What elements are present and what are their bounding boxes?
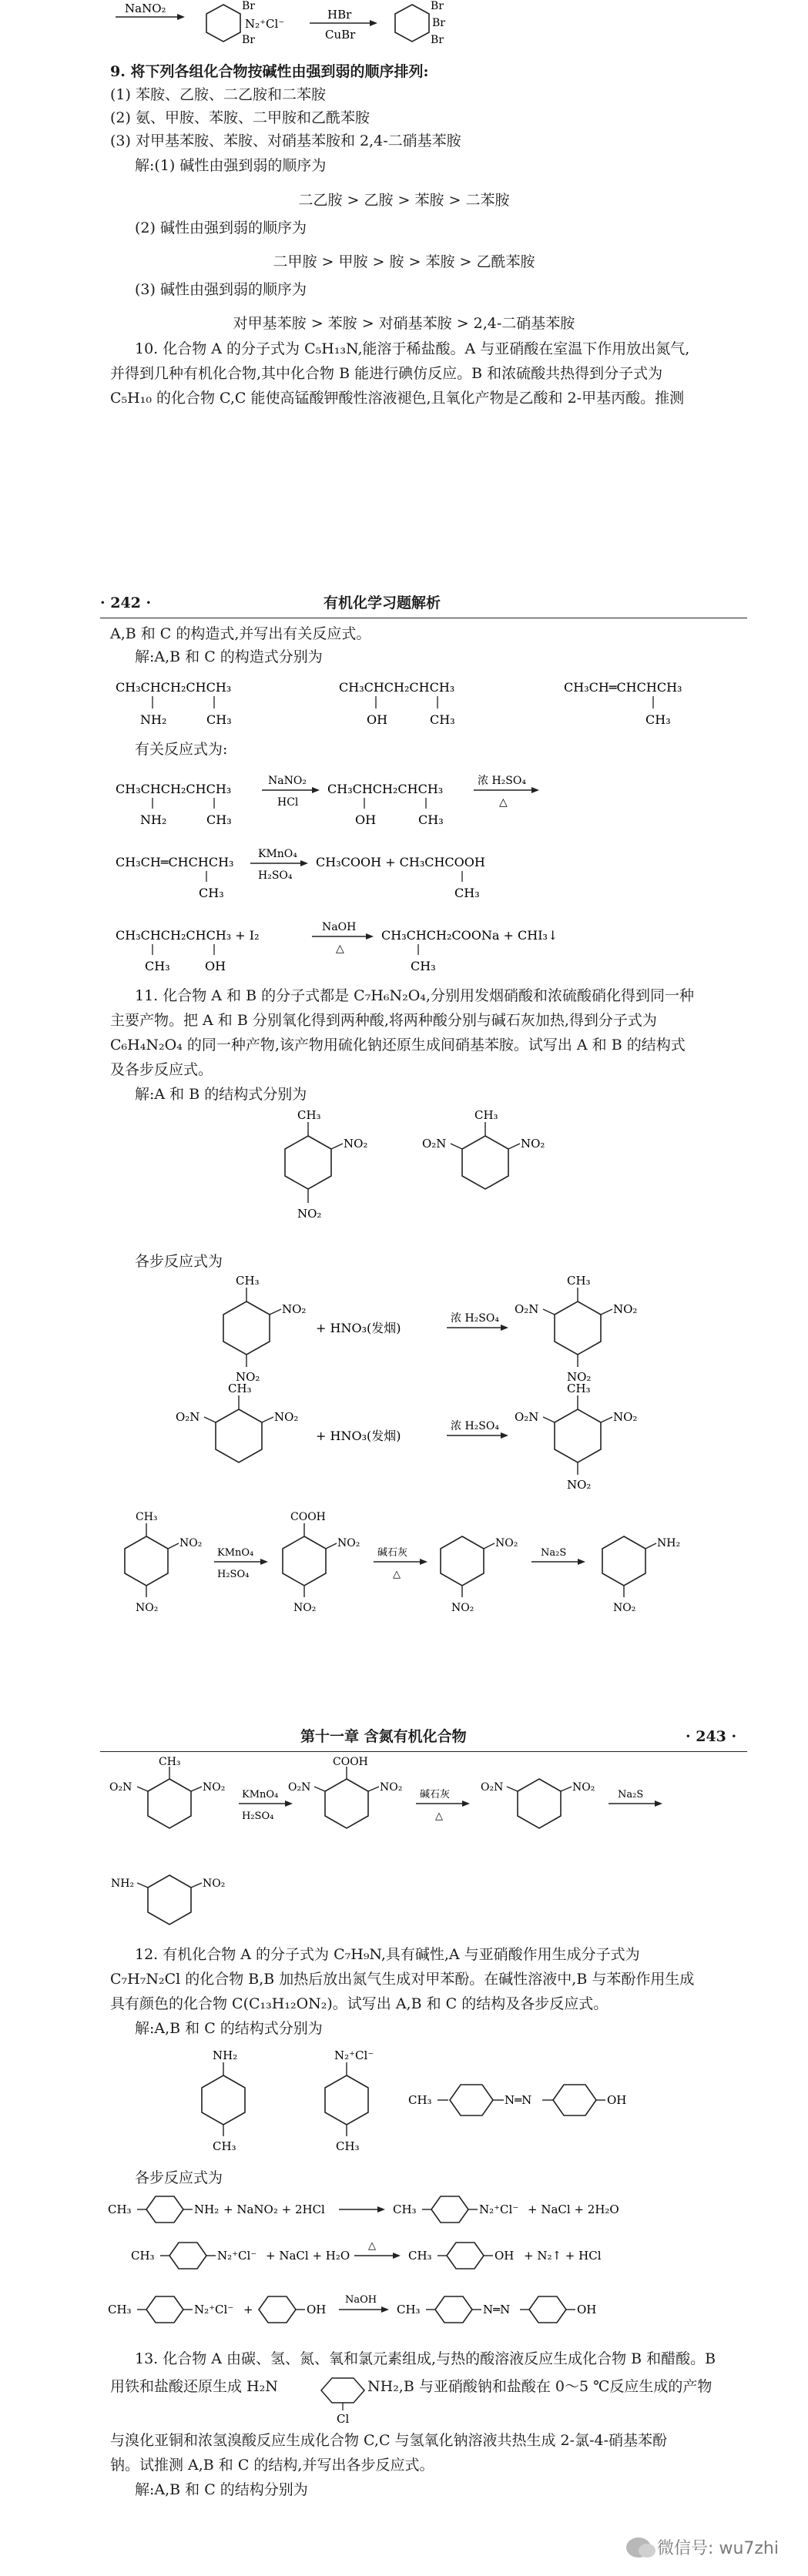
s1p-o2n-l: O₂N bbox=[515, 1302, 539, 1316]
r1-reagent-bot: HCl bbox=[277, 796, 299, 809]
s3c-no2: NO₂ bbox=[495, 1537, 518, 1549]
s3-na2s: Na₂S bbox=[541, 1547, 567, 1559]
q12-b-ch3: CH₃ bbox=[336, 2139, 360, 2153]
q11-line-1: 11. 化合物 A 和 B 的分子式都是 C₇H₆N₂O₄,分别用发烟硝酸和浓硫酸硝化得到同一种 bbox=[135, 987, 694, 1004]
struct-b-oh: OH bbox=[367, 712, 388, 727]
q9-title: 9. 将下列各组化合物按碱性由强到弱的顺序排列: bbox=[110, 63, 429, 80]
q11-line-4: 及各步反应式。 bbox=[110, 1061, 213, 1078]
r2-reagent-top: KMnO₄ bbox=[258, 848, 297, 860]
q11-line-2: 主要产物。把 A 和 B 分别氧化得到两种酸,将两种酸分别与碱石灰加热,得到分子式为 bbox=[110, 1012, 657, 1029]
s3d-no2-b: NO₂ bbox=[613, 1602, 636, 1614]
q11-steps-label: 各步反应式为 bbox=[135, 1253, 223, 1270]
r2-product-ch3: CH₃ bbox=[454, 886, 480, 900]
s2p-o2n: O₂N bbox=[515, 1410, 539, 1424]
q10-reaction-1 bbox=[108, 762, 755, 832]
s3-no2-b: NO₂ bbox=[136, 1602, 159, 1614]
q11-step-2 bbox=[154, 1378, 732, 1494]
s4c-no2: NO₂ bbox=[572, 1781, 595, 1794]
page-242-header bbox=[100, 593, 747, 616]
struct-c-ch3: CH₃ bbox=[645, 712, 671, 727]
s2p-ch3: CH₃ bbox=[567, 1382, 591, 1395]
r3-reactants: CH₃CHCH₂CHCH₃ + I₂ bbox=[116, 928, 260, 943]
q11-step-3 bbox=[100, 1502, 763, 1625]
a-no2-4: NO₂ bbox=[297, 1207, 322, 1221]
s4b-no2: NO₂ bbox=[380, 1781, 403, 1794]
q12-r1p-ch3: CH₃ bbox=[393, 2202, 417, 2216]
q12-r3-oh: OH bbox=[307, 2303, 327, 2316]
watermark bbox=[626, 2535, 779, 2559]
q12-r1-right: + NaCl + 2H₂O bbox=[528, 2202, 619, 2216]
rxn-reagent-cubr: CuBr bbox=[325, 28, 356, 42]
r1-product-ch3: CH₃ bbox=[418, 812, 444, 827]
struct-c-main: CH₃CH═CHCHCH₃ bbox=[564, 680, 682, 695]
page-upper bbox=[0, 0, 808, 585]
a-ch3: CH₃ bbox=[297, 1108, 321, 1122]
q12-r3p-azo: N═N bbox=[483, 2303, 511, 2316]
s3d-nh2: NH₂ bbox=[657, 1537, 681, 1549]
br-label-2: Br bbox=[242, 34, 255, 46]
r3-reagent-top: NaOH bbox=[322, 921, 357, 933]
q13-line-1: 13. 化合物 A 由碳、氢、氮、氧和氯元素组成,与热的酸溶液反应生成化合物 B 和醋酸。B bbox=[135, 2350, 716, 2367]
page-243-chapter: 第十一章 含氮有机化合物 bbox=[300, 1728, 467, 1745]
s4-delta: △ bbox=[435, 1811, 443, 1822]
q12-line-1: 12. 有机化合物 A 的分子式为 C₇H₉N,具有碱性,A 与亚硝酸作用生成分子式为 bbox=[135, 1946, 640, 1963]
q11-structures-ab bbox=[254, 1105, 639, 1244]
br-label-5: Br bbox=[431, 34, 444, 46]
s4d-nh2: NH₂ bbox=[111, 1878, 135, 1890]
r1-product: CH₃CHCH₂CHCH₃ bbox=[327, 782, 444, 796]
s4-o2n: O₂N bbox=[109, 1781, 132, 1794]
q11-step-1 bbox=[193, 1271, 732, 1386]
s1-hno3: + HNO₃(发烟) bbox=[316, 1321, 401, 1335]
s4b-o2n: O₂N bbox=[288, 1781, 311, 1794]
s1-no2-b: NO₂ bbox=[236, 1370, 260, 1384]
q10-reaction-2 bbox=[108, 836, 755, 905]
page-242-title: 有机化学习题解析 bbox=[324, 595, 441, 611]
s3-cooh: COOH bbox=[290, 1511, 326, 1523]
b-ch3: CH₃ bbox=[474, 1108, 498, 1122]
q13-line-4: 钠。试推测 A,B 和 C 的结构,并写出各步反应式。 bbox=[110, 2457, 434, 2474]
r3-products: CH₃CHCH₂COONa + CHI₃↓ bbox=[381, 928, 558, 943]
q10-rxn-label: 有关反应式为: bbox=[135, 741, 228, 758]
q12-r2-n2cl: N₂⁺Cl⁻ bbox=[217, 2249, 257, 2263]
b-o2n-left: O₂N bbox=[422, 1137, 447, 1151]
q12-r2-left: + NaCl + H₂O bbox=[266, 2249, 350, 2263]
q12-r1-ch3: CH₃ bbox=[108, 2202, 132, 2216]
s3-lime: 碱石灰 bbox=[377, 1547, 408, 1559]
s3b-no2: NO₂ bbox=[337, 1537, 360, 1549]
struct-a-ch3: CH₃ bbox=[206, 712, 232, 727]
s4-ch3: CH₃ bbox=[159, 1756, 181, 1768]
q12-c-ch3: CH₃ bbox=[408, 2093, 432, 2107]
s3b-no2-b: NO₂ bbox=[293, 1602, 317, 1614]
rxn-reagent-hbr: HBr bbox=[327, 8, 352, 22]
s4-no2: NO₂ bbox=[203, 1781, 226, 1794]
q12-a-nh2: NH₂ bbox=[213, 2048, 238, 2062]
s3-no2: NO₂ bbox=[179, 1537, 203, 1549]
s4-na2s: Na₂S bbox=[618, 1789, 644, 1801]
r1-reagent-top: NaNO₂ bbox=[268, 775, 307, 787]
q11-line-3: C₆H₄N₂O₄ 的同一种产物,该产物用硫化钠还原生成间硝基苯胺。试写出 A 和 B 的结构式 bbox=[110, 1037, 686, 1054]
s4d-no2: NO₂ bbox=[203, 1878, 226, 1890]
br-label-1: Br bbox=[242, 0, 255, 12]
rxn-reagent-nano2: NaNO₂ bbox=[125, 2, 166, 15]
r1-product-oh: OH bbox=[355, 812, 377, 827]
q12-r2p-oh: OH bbox=[495, 2249, 515, 2263]
s2-o2n: O₂N bbox=[176, 1410, 200, 1424]
s4-h2so4: H₂SO₄ bbox=[242, 1811, 274, 1822]
s3-kmno4: KMnO₄ bbox=[217, 1547, 254, 1559]
page-243 bbox=[0, 1702, 808, 2576]
r3-product-ch3: CH₃ bbox=[411, 959, 436, 973]
page-number-243: · 243 · bbox=[686, 1728, 737, 1745]
diazonium-label: N₂⁺Cl⁻ bbox=[245, 17, 285, 31]
q12-reactions bbox=[108, 2187, 770, 2341]
q9-answer-3-label: (3) 碱性由强到弱的顺序为 bbox=[135, 281, 307, 298]
r3-reactant-oh: OH bbox=[205, 959, 226, 973]
s1p-ch3: CH₃ bbox=[567, 1274, 591, 1288]
r1-reactant: CH₃CHCH₂CHCH₃ bbox=[116, 782, 232, 796]
q12-r1-left: + NaNO₂ + 2HCl bbox=[223, 2202, 325, 2216]
s4c-o2n: O₂N bbox=[481, 1781, 504, 1794]
q12-line-3: 具有颜色的化合物 C(C₁₃H₁₂ON₂)。试写出 A,B 和 C 的结构及各步反应式。 bbox=[110, 1995, 609, 2012]
page-243-header bbox=[100, 1727, 747, 1750]
q12-c-azo: N═N bbox=[505, 2093, 532, 2107]
s1p-no2-r: NO₂ bbox=[613, 1302, 638, 1316]
r2-reactant-ch3: CH₃ bbox=[199, 886, 224, 900]
q9-item-1: (1) 苯胺、乙胺、二乙胺和二苯胺 bbox=[110, 86, 326, 103]
s1p-no2-b: NO₂ bbox=[567, 1370, 592, 1384]
q10-reaction-3 bbox=[108, 909, 755, 978]
watermark-text: 微信号: wu7zhi bbox=[657, 2539, 779, 2558]
s2p-no2-b: NO₂ bbox=[567, 1478, 592, 1492]
page-242-lower bbox=[0, 1382, 808, 1702]
q11-answer-label: 解:A 和 B 的结构式分别为 bbox=[135, 1086, 307, 1103]
r1-reactant-nh2: NH₂ bbox=[140, 812, 167, 827]
q12-r2p-ch3: CH₃ bbox=[408, 2249, 432, 2263]
q10-structures-abc bbox=[108, 670, 755, 739]
top-reaction-diagram bbox=[108, 0, 508, 48]
q13-line-2 bbox=[110, 2372, 765, 2426]
r2-reagent-bot: H₂SO₄ bbox=[258, 869, 293, 882]
q12-r1p-n2cl: N₂⁺Cl⁻ bbox=[479, 2202, 519, 2216]
struct-b-ch3: CH₃ bbox=[430, 712, 455, 727]
r3-reactant-ch3: CH₃ bbox=[145, 959, 170, 973]
q12-answer-label: 解:A,B 和 C 的结构式分别为 bbox=[135, 2020, 323, 2037]
q10-cont-line: A,B 和 C 的构造式,并写出有关反应式。 bbox=[110, 625, 371, 642]
br-label-3: Br bbox=[431, 0, 444, 12]
q13-line-3: 与溴化亚铜和浓氢溴酸反应生成化合物 C,C 与氢氧化钠溶液共热生成 2-氯-4-硝基苯酚 bbox=[110, 2432, 667, 2449]
s1-ch3: CH₃ bbox=[236, 1274, 260, 1288]
q12-r3p-oh: OH bbox=[577, 2303, 597, 2316]
q12-r3p-ch3: CH₃ bbox=[397, 2303, 421, 2316]
q9-answer-3: 对甲基苯胺 > 苯胺 > 对硝基苯胺 > 2,4-二硝基苯胺 bbox=[233, 315, 575, 332]
q12-r2-right: + N₂↑ + HCl bbox=[524, 2249, 602, 2263]
s4-cooh: COOH bbox=[333, 1756, 368, 1768]
s4-lime: 碱石灰 bbox=[420, 1789, 451, 1801]
r1-reagent2-top: 浓 H₂SO₄ bbox=[478, 775, 526, 787]
q12-r3-naoh: NaOH bbox=[345, 2294, 377, 2306]
q12-structures bbox=[177, 2041, 732, 2164]
struct-b-main: CH₃CHCH₂CHCH₃ bbox=[339, 680, 455, 695]
r3-reagent-bot: △ bbox=[336, 943, 344, 955]
q12-r3-n2cl: N₂⁺Cl⁻ bbox=[194, 2303, 234, 2316]
page-number-242: · 242 · bbox=[100, 595, 152, 611]
r2-reactant: CH₃CH═CHCHCH₃ bbox=[116, 855, 234, 869]
a-no2-2: NO₂ bbox=[344, 1137, 368, 1151]
r1-reagent2-bot: △ bbox=[499, 796, 508, 809]
q12-r1-nh2: NH₂ bbox=[194, 2202, 220, 2216]
q12-r2-ch3: CH₃ bbox=[131, 2249, 155, 2263]
q12-r3-ch3: CH₃ bbox=[108, 2303, 132, 2316]
s2p-no2: NO₂ bbox=[613, 1410, 638, 1424]
r1-reactant-ch3: CH₃ bbox=[206, 812, 232, 827]
q9-answer-1-label: 解:(1) 碱性由强到弱的顺序为 bbox=[135, 157, 327, 174]
header-rule-243 bbox=[100, 1751, 747, 1752]
q10-answer-label: 解:A,B 和 C 的构造式分别为 bbox=[135, 648, 323, 665]
q12-r2-delta: △ bbox=[368, 2240, 376, 2252]
q12-r3-plus: + bbox=[243, 2303, 253, 2316]
q9-answer-2-label: (2) 碱性由强到弱的顺序为 bbox=[135, 219, 307, 236]
q11-step-4 bbox=[100, 1756, 763, 1856]
q9-item-2: (2) 氨、甲胺、苯胺、二甲胺和乙酰苯胺 bbox=[110, 109, 370, 126]
q12-line-2: C₇H₇N₂Cl 的化合物 B,B 加热后放出氮气生成对甲苯酚。在碱性溶液中,B 与苯酚作用生成 bbox=[110, 1971, 695, 1988]
q9-answer-1: 二乙胺 > 乙胺 > 苯胺 > 二苯胺 bbox=[298, 192, 510, 209]
s1-h2so4: 浓 H₂SO₄ bbox=[451, 1312, 499, 1325]
s3-ch3: CH₃ bbox=[136, 1511, 158, 1523]
struct-a-nh2: NH₂ bbox=[140, 712, 167, 727]
q11-step-4-product bbox=[100, 1856, 254, 1941]
b-no2-right: NO₂ bbox=[521, 1137, 545, 1151]
s3-h2so4: H₂SO₄ bbox=[217, 1569, 250, 1580]
q13-cl: Cl bbox=[337, 2412, 350, 2426]
s3-delta: △ bbox=[393, 1569, 401, 1580]
wechat-icon bbox=[626, 2537, 651, 2558]
q13-answer-label: 解:A,B 和 C 的结构分别为 bbox=[135, 2481, 308, 2498]
page-242 bbox=[0, 585, 808, 1471]
q9-answer-2: 二甲胺 > 甲胺 > 胺 > 苯胺 > 乙酰苯胺 bbox=[273, 253, 535, 270]
r2-products: CH₃COOH + CH₃CHCOOH bbox=[316, 855, 485, 869]
q12-a-ch3: CH₃ bbox=[213, 2139, 236, 2153]
q12-c-oh: OH bbox=[607, 2093, 627, 2107]
s2-hno3: + HNO₃(发烟) bbox=[316, 1429, 401, 1443]
q12-steps-label: 各步反应式为 bbox=[135, 2169, 223, 2186]
s2-no2: NO₂ bbox=[274, 1410, 299, 1424]
q9-item-3: (3) 对甲基苯胺、苯胺、对硝基苯胺和 2,4-二硝基苯胺 bbox=[110, 132, 461, 149]
s3c-no2-b: NO₂ bbox=[451, 1602, 474, 1614]
q10-line-3: C₅H₁₀ 的化合物 C,C 能使高锰酸钾酸性溶液褪色,且氧化产物是乙酸和 2-甲基丙酸。推测 bbox=[110, 390, 685, 407]
s1-no2: NO₂ bbox=[282, 1302, 307, 1316]
q13-line-2-post: NH₂,B 与亚硝酸钠和盐酸在 0～5 ℃反应生成的产物 bbox=[367, 2378, 712, 2395]
s4-kmno4: KMnO₄ bbox=[242, 1789, 279, 1801]
s2-ch3: CH₃ bbox=[228, 1382, 252, 1395]
q13-line-2-pre: 用铁和盐酸还原生成 H₂N bbox=[110, 2378, 278, 2395]
q12-b-n2cl: N₂⁺Cl⁻ bbox=[334, 2048, 374, 2062]
br-label-4: Br bbox=[432, 17, 445, 29]
s2-h2so4: 浓 H₂SO₄ bbox=[451, 1420, 499, 1432]
q10-line-1: 10. 化合物 A 的分子式为 C₅H₁₃N,能溶于稀盐酸。A 与亚硝酸在室温下作用放出氮气, bbox=[135, 340, 690, 357]
q10-line-2: 并得到几种有机化合物,其中化合物 B 能进行碘仿反应。B 和浓硫酸共热得到分子式为 bbox=[110, 365, 663, 382]
struct-a-main: CH₃CHCH₂CHCH₃ bbox=[116, 680, 232, 695]
